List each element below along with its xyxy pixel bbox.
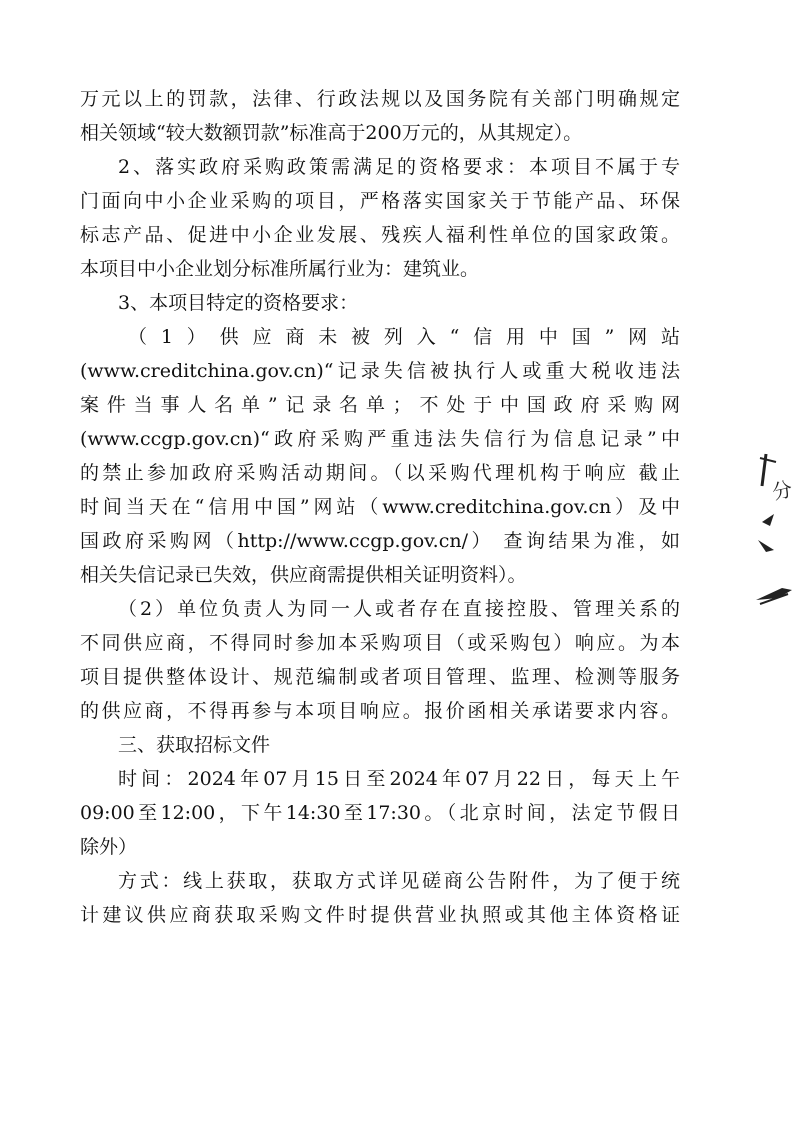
text-line: 方式：线上获取，获取方式详见磋商公告附件，为了便于统 [118, 870, 680, 892]
text-line: 相关领域“较大数额罚款”标准高于200万元的，从其规定）。 [80, 122, 583, 144]
text-line: 标志产品、促进中小企业发展、残疾人福利性单位的国家政策。 [80, 224, 680, 246]
text-line: 时间：2024年07月15日至2024年07月22日，每天上午 [118, 768, 680, 790]
text-line: 不同供应商，不得同时参加本采购项目（或采购包）响应。为本 [80, 632, 680, 654]
text-line: 除外） [80, 836, 138, 858]
text-line: 国政府采购网（http://www.ccgp.gov.cn/） 查询结果为准，如 [80, 530, 680, 552]
text-line: 计建议供应商获取采购文件时提供营业执照或其他主体资格证 [80, 904, 680, 926]
text-line: 时间当天在“信用中国”网站（www.creditchina.gov.cn）及中 [80, 496, 680, 518]
document-body [80, 82, 680, 932]
text-line: （2）单位负责人为同一人或者存在直接控股、管理关系的 [118, 598, 680, 620]
text-line: 09:00至12:00，下午14:30至17:30。（北京时间，法定节假日 [80, 802, 680, 824]
text-line: 门面向中小企业采购的项目，严格落实国家关于节能产品、环保 [80, 190, 680, 212]
text-line: 本项目中小企业划分标准所属行业为：建筑业。 [80, 258, 480, 280]
section-heading: 三、获取招标文件 [118, 734, 271, 756]
text-line: 3、本项目特定的资格要求： [118, 292, 359, 314]
text-line: 项目提供整体设计、规范编制或者项目管理、监理、检测等服务 [80, 666, 680, 688]
text-line: (www.ccgp.gov.cn)“政府采购严重违法失信行为信息记录”中 [80, 428, 680, 450]
text-line: 万元以上的罚款，法律、行政法规以及国务院有关部门明确规定 [80, 88, 680, 110]
text-line: 的禁止参加政府采购活动期间。（以采购代理机构于响应 截止 [80, 462, 680, 484]
text-line: 案件当事人名单”记录名单；不处于中国政府采购网 [80, 394, 680, 416]
text-line: 2、落实政府采购政策需满足的资格要求：本项目不属于专 [118, 156, 680, 178]
text-line: (www.creditchina.gov.cn)“记录失信被执行人或重大税收违法 [80, 360, 680, 382]
text-line: 相关失信记录已失效，供应商需提供相关证明资料）。 [80, 564, 527, 586]
seal-stamp-fragment [752, 440, 794, 615]
text-line: （1）供应商未被列入“信用中国”网站 [128, 326, 680, 348]
text-line: 的供应商，不得再参与本项目响应。报价函相关承诺要求内容。 [80, 700, 680, 722]
stamp-text: 分 [769, 476, 794, 505]
